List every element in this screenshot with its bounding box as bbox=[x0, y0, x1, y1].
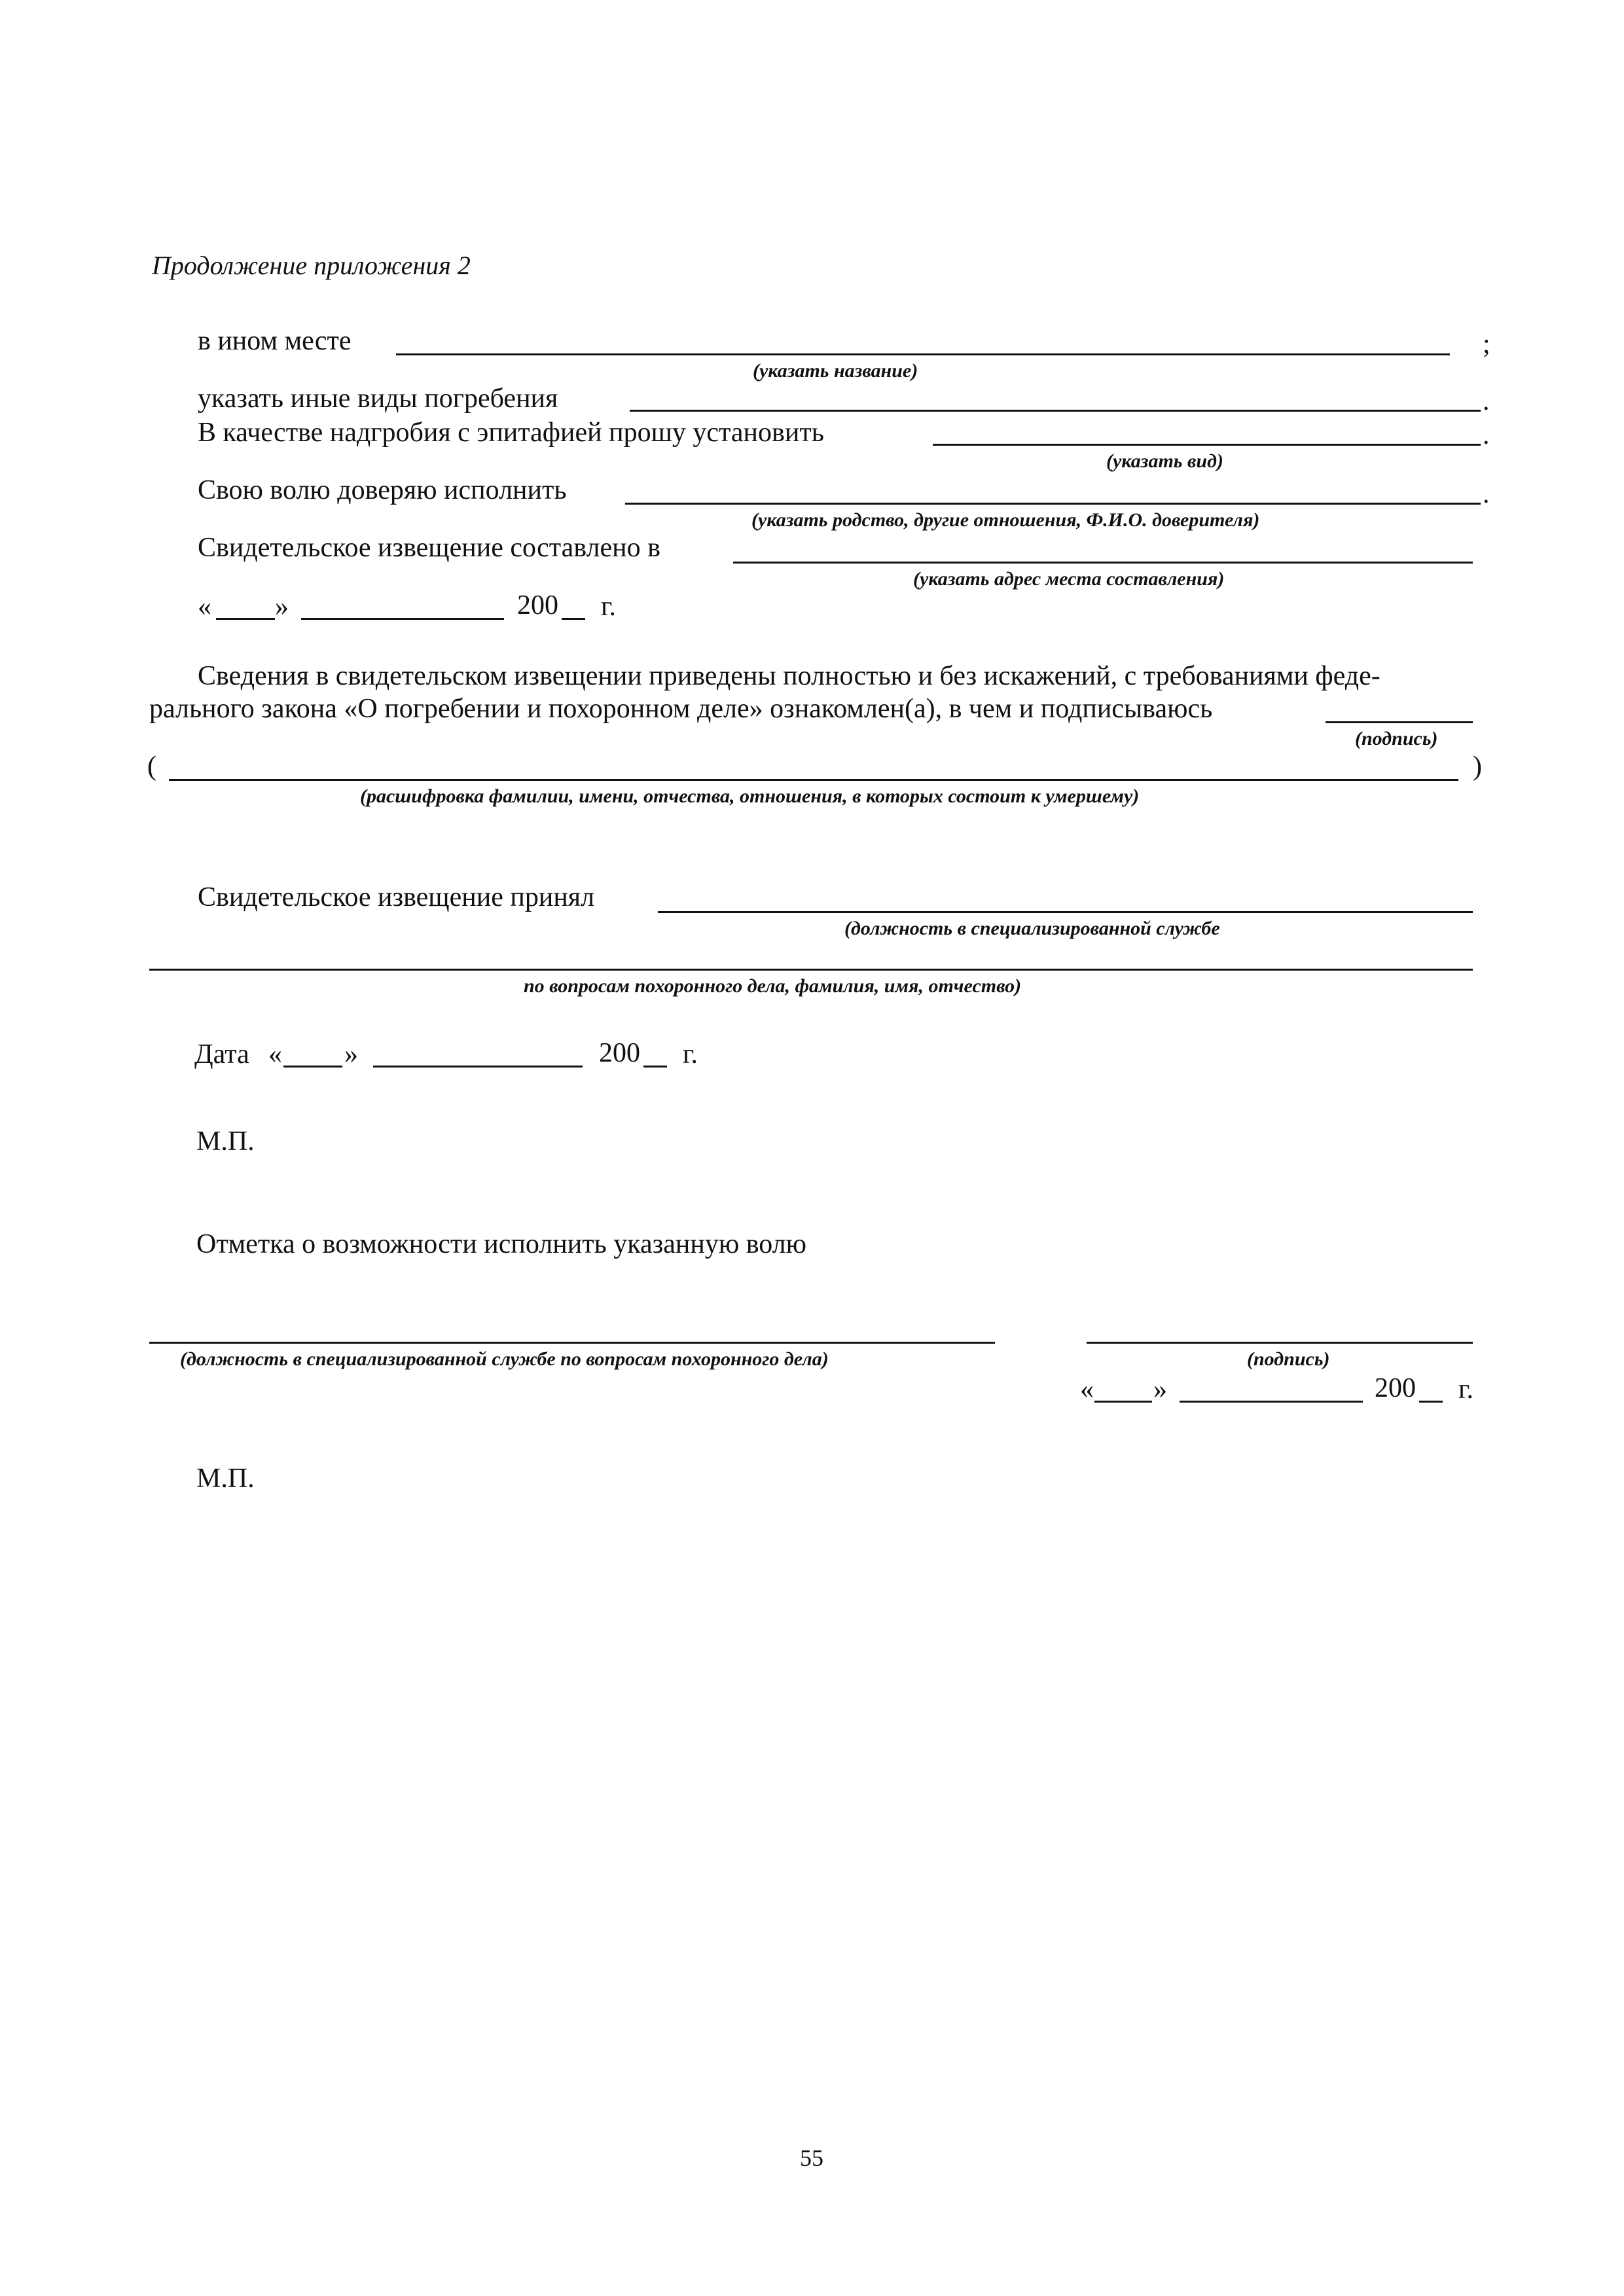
date1-day-field[interactable] bbox=[216, 618, 275, 620]
date2-year-suffix: г. bbox=[683, 1039, 698, 1069]
executor-caption: (указать родство, другие отношения, Ф.И.О. доверителя) bbox=[751, 509, 1260, 531]
executor-field[interactable] bbox=[727, 503, 1481, 505]
statement-signature-caption: (подпись) bbox=[1355, 728, 1438, 749]
date3-year-field[interactable] bbox=[1419, 1401, 1443, 1403]
date2-label: Дата bbox=[194, 1039, 249, 1069]
executor-label: Свою волю доверяю исполнить bbox=[198, 475, 567, 505]
accepted-label: Свидетельское извещение принял bbox=[198, 882, 595, 912]
burial-place-field[interactable] bbox=[396, 353, 1450, 355]
date1-year-field[interactable] bbox=[562, 618, 585, 620]
compiled-at-field[interactable] bbox=[733, 562, 1473, 564]
position-field[interactable] bbox=[149, 1342, 995, 1344]
date1-year: 200 bbox=[517, 590, 558, 620]
date1-close-quote: » bbox=[275, 592, 289, 622]
date3-month-field[interactable] bbox=[1180, 1401, 1363, 1403]
date2-year-field[interactable] bbox=[643, 1066, 667, 1067]
date1-open-quote: « bbox=[198, 592, 211, 622]
decode-open-paren: ( bbox=[147, 751, 156, 781]
other-burials-field[interactable] bbox=[630, 410, 1481, 412]
other-burials-label: указать иные виды погребения bbox=[198, 384, 558, 414]
date3-year: 200 bbox=[1375, 1373, 1416, 1403]
date3-close-quote: » bbox=[1153, 1374, 1167, 1405]
possibility-mark-label: Отметка о возможности исполнить указанную волю bbox=[196, 1229, 807, 1259]
accepted-caption-2: по вопросам похоронного дела, фамилия, имя, отчество) bbox=[524, 975, 1022, 997]
statement-signature-field[interactable] bbox=[1326, 721, 1473, 723]
statement-line-2: рального закона «О погребении и похоронном деле» ознакомлен(а), в чем и подписываюсь bbox=[149, 694, 1213, 724]
executor-end-mark: . bbox=[1483, 479, 1490, 509]
burial-place-label: в ином месте bbox=[198, 326, 352, 356]
accepted-field[interactable] bbox=[658, 911, 1473, 913]
burial-place-caption: (указать название) bbox=[753, 360, 918, 382]
other-burials-end-mark: . bbox=[1483, 386, 1490, 416]
burial-place-end-mark: ; bbox=[1483, 329, 1490, 359]
compiled-at-label: Свидетельское извещение составлено в bbox=[198, 533, 660, 563]
tombstone-label: В качестве надгробия с эпитафией прошу установить bbox=[198, 418, 824, 448]
page-number: 55 bbox=[800, 2145, 823, 2171]
date3-open-quote: « bbox=[1080, 1374, 1094, 1405]
date1-year-suffix: г. bbox=[601, 592, 616, 622]
stamp-label-1: М.П. bbox=[196, 1126, 255, 1157]
signature-caption-2: (подпись) bbox=[1247, 1348, 1330, 1370]
date2-year: 200 bbox=[599, 1038, 640, 1068]
tombstone-field[interactable] bbox=[933, 444, 1481, 446]
tombstone-caption: (указать вид) bbox=[1106, 450, 1223, 472]
tombstone-end-mark: . bbox=[1483, 420, 1490, 450]
decode-close-paren: ) bbox=[1473, 751, 1482, 781]
decode-field[interactable] bbox=[169, 779, 1458, 781]
statement-line-1: Сведения в свидетельском извещении приведены полностью и без искажений, с требованиями феде- bbox=[198, 661, 1380, 691]
executor-field-short[interactable] bbox=[625, 503, 727, 505]
stamp-label-2: М.П. bbox=[196, 1463, 255, 1494]
date2-close-quote: » bbox=[344, 1039, 358, 1069]
decode-caption: (расшифровка фамилии, имени, отчества, отношения, в которых состоит к умершему) bbox=[360, 785, 1140, 807]
accepted-caption-1: (должность в специализированной службе bbox=[844, 918, 1220, 939]
date2-day-field[interactable] bbox=[283, 1066, 342, 1067]
accepted-field-2[interactable] bbox=[149, 969, 1473, 971]
compiled-at-caption: (указать адрес места составления) bbox=[913, 568, 1225, 590]
section-header: Продолжение приложения 2 bbox=[152, 251, 471, 280]
date1-month-field[interactable] bbox=[301, 618, 504, 620]
signature-field-2[interactable] bbox=[1087, 1342, 1473, 1344]
date3-day-field[interactable] bbox=[1094, 1401, 1152, 1403]
date3-year-suffix: г. bbox=[1458, 1374, 1473, 1405]
position-caption: (должность в специализированной службе по вопросам похоронного дела) bbox=[180, 1348, 829, 1370]
date2-month-field[interactable] bbox=[373, 1066, 583, 1067]
date2-open-quote: « bbox=[268, 1039, 282, 1069]
